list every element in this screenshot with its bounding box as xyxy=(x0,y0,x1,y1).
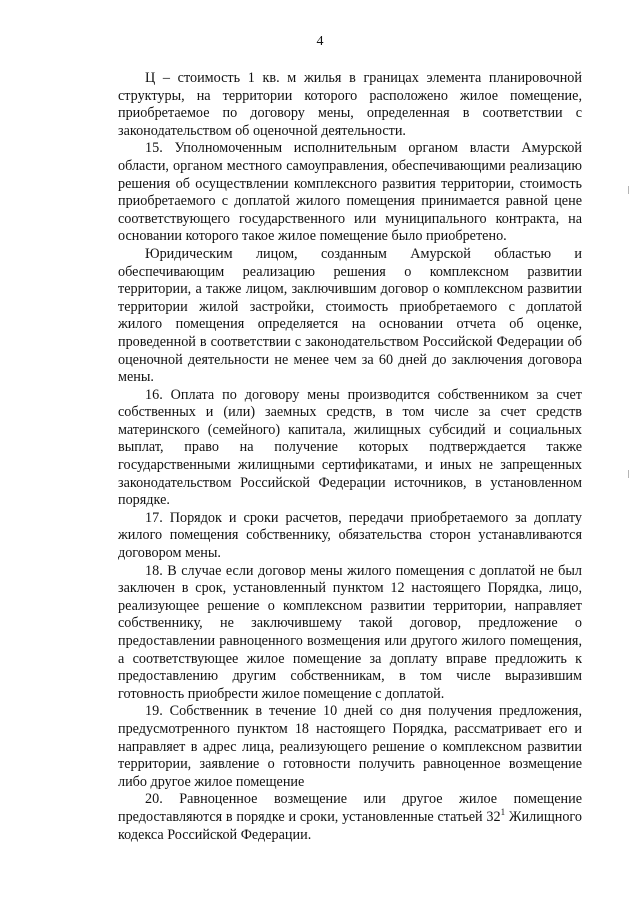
paragraph-19: 19. Собственник в течение 10 дней со дня получения предложения, предусмотренного пунктом 18 настоящего Порядка, рассматривает его и направляет в адрес лица, реализующего решение о комплексном развитии территории, заявление о готовности получить равноценное возмещение либо другое жилое помещение xyxy=(118,703,582,790)
paragraph-18: 18. В случае если договор мены жилого помещения с доплатой не был заключен в срок, установленный пунктом 12 настоящего Порядка, лицо, реализующее решение о комплексном развитии территории, направляет собственнику, не заключившему такой договор, предложение о предоставлении равноценного возмещения или другого жилого помещения, а соответствующее жилое помещение за доплату вправе предложить к предоставлению другим собственникам, в том числе выразившим готовность приобрести жилое помещение с доплатой. xyxy=(118,562,582,702)
document-body xyxy=(118,70,582,844)
margin-mark xyxy=(628,470,629,478)
paragraph-17: 17. Порядок и сроки расчетов, передачи приобретаемого за доплату жилого помещения собственнику, обязательства сторон устанавливаются договором мены. xyxy=(118,509,582,562)
page-number: 4 xyxy=(316,34,324,49)
margin-mark xyxy=(628,186,629,194)
paragraph-legal-entity: Юридическим лицом, созданным Амурской областью и обеспечивающим реализацию решения о комплексном развитии территории, а также лицом, заключившим договор о комплексном развитии территории жилой застройки, стоимость приобретаемого с доплатой жилого помещения определяется на основании отчета об оценке, проведенной в соответствии с законодательством Российской Федерации об оценочной деятельности не менее чем за 60 дней до заключения договора мены. xyxy=(118,245,582,386)
paragraph-20-text-end: Жилищного кодекса Российской Федерации. xyxy=(118,808,582,843)
paragraph-20 xyxy=(118,791,582,844)
paragraph-20-text: 20. Равноценное возмещение или другое жилое помещение предоставляются в порядке и сроки, установленные статьей 32 xyxy=(118,791,582,825)
paragraph-price-definition: Ц – стоимость 1 кв. м жилья в границах элемента планировочной структуры, на территории которого расположено жилое помещение, приобретаемое по договору мены, определенная в соответствии с законодательством об оценочной деятельности. xyxy=(118,70,582,139)
paragraph-16: 16. Оплата по договору мены производится собственником за счет собственных и (или) заемных средств, в том числе за счет средств материнского (семейного) капитала, жилищных субсидий и социальных выплат, право на получение которых подтверждается также государственными жилищными сертификатами, и иных не запрещенных законодательством Российской Федерации источников, в установленном порядке. xyxy=(118,386,582,509)
article-superscript: 1 xyxy=(500,806,506,817)
paragraph-15: 15. Уполномоченным исполнительным органом власти Амурской области, органом местного самоуправления, обеспечивающими реализацию решения об осуществлении комплексного развития территории, стоимость приобретаемого с доплатой жилого помещения принимается равной цене соответствующего государственного или муниципального контракта, на основании которого такое жилое помещение было приобретено. xyxy=(118,140,582,245)
